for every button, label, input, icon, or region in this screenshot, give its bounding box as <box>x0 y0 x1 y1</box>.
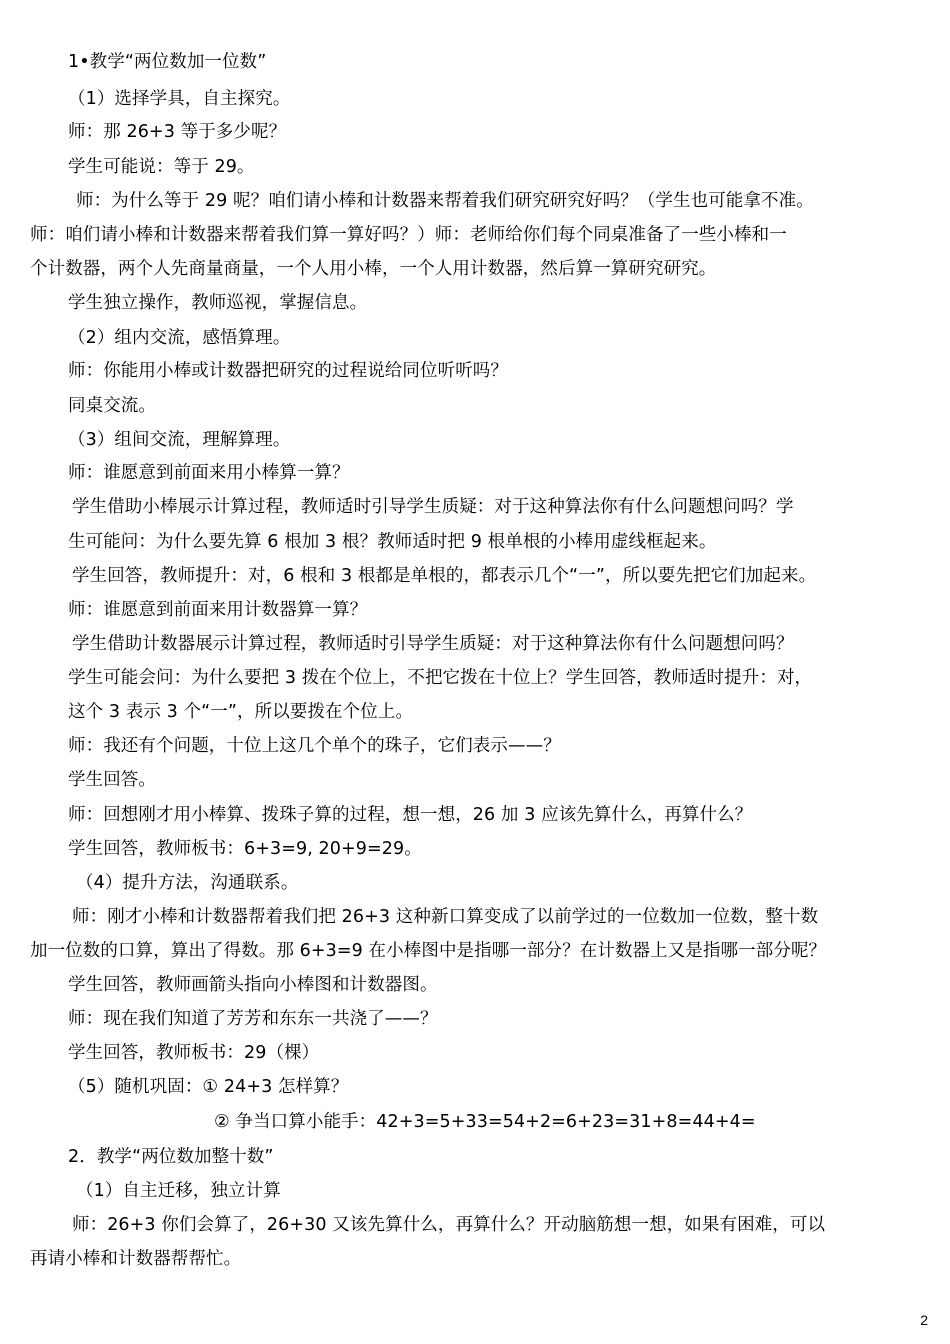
subheading-1-5: （5）随机巩固：① 24+3 怎样算？ <box>68 1077 349 1097</box>
paragraph-line: 学生回答，教师画箭头指向小棒图和计数器图。 <box>68 975 438 995</box>
subheading-1-4: （4）提升方法，沟通联系。 <box>76 873 299 893</box>
paragraph-line: 学生回答。 <box>68 770 156 790</box>
paragraph-line: 学生独立操作，教师巡视，掌握信息。 <box>68 293 368 313</box>
paragraph-line: 师：谁愿意到前面来用小棒算一算？ <box>68 463 350 483</box>
paragraph-line: 师：咱们请小棒和计数器来帮着我们算一算好吗？）师：老师给你们每个同桌准备了一些小棒和一 <box>30 225 787 245</box>
page-number: 2 <box>920 1312 928 1328</box>
subheading-2-1: （1）自主迁移，独立计算 <box>76 1181 281 1201</box>
paragraph-line: 师：你能用小棒或计数器把研究的过程说给同位听听吗？ <box>68 361 508 381</box>
paragraph-line: 师：回想刚才用小棒算、拨珠子算的过程，想一想，26 加 3 应该先算什么，再算什么？ <box>68 805 753 825</box>
paragraph-line: 师：那 26+3 等于多少呢？ <box>68 122 287 142</box>
paragraph-line: 加一位数的口算，算出了得数。那 6+3=9 在小棒图中是指哪一部分？在计数器上又是指哪一部分呢？ <box>30 941 827 961</box>
subheading-1-2: （2）组内交流，感悟算理。 <box>68 328 291 348</box>
heading-2: 2．教学“两位数加整十数” <box>68 1147 274 1167</box>
paragraph-line: 师：谁愿意到前面来用计数器算一算？ <box>68 600 368 620</box>
paragraph-line: 学生借助小棒展示计算过程，教师适时引导学生质疑：对于这种算法你有什么问题想问吗？学 <box>72 497 794 517</box>
paragraph-line: 学生回答，教师提升：对，6 根和 3 根都是单根的，都表示几个“一”，所以要先把它们加起来。 <box>72 566 817 586</box>
paragraph-line: ② 争当口算小能手：42+3=5+33=54+2=6+23=31+8=44+4= <box>214 1112 756 1132</box>
paragraph-line: 再请小棒和计数器帮帮忙。 <box>30 1249 242 1269</box>
subheading-1-3: （3）组间交流，理解算理。 <box>68 430 291 450</box>
paragraph-line: 师：26+3 你们会算了，26+30 又该先算什么，再算什么？开动脑筋想一想，如果有困难，可以 <box>72 1215 826 1235</box>
paragraph-line: 学生可能说：等于 29。 <box>68 157 255 177</box>
paragraph-line: 学生可能会问：为什么要把 3 拨在个位上，不把它拨在十位上？学生回答，教师适时提升：对， <box>68 668 813 688</box>
paragraph-line: 师：刚才小棒和计数器帮着我们把 26+3 这种新口算变成了以前学过的一位数加一位数，整十数 <box>72 907 819 927</box>
paragraph-line: 学生回答，教师板书：29（棵） <box>68 1043 320 1063</box>
paragraph-line: 生可能问：为什么要先算 6 根加 3 根？教师适时把 9 根单根的小棒用虚线框起来。 <box>68 532 717 552</box>
paragraph-line: 师：我还有个问题，十位上这几个单个的珠子，它们表示——？ <box>68 736 561 756</box>
subheading-1-1: （1）选择学具，自主探究。 <box>68 89 291 109</box>
paragraph-line: 师：现在我们知道了芳芳和东东一共浇了——？ <box>68 1009 438 1029</box>
paragraph-line: 师：为什么等于 29 呢？咱们请小棒和计数器来帮着我们研究研究好吗？（学生也可能拿不准。 <box>76 191 814 211</box>
paragraph-line: 同桌交流。 <box>68 396 156 416</box>
paragraph-line: 学生借助计数器展示计算过程，教师适时引导学生质疑：对于这种算法你有什么问题想问吗？ <box>72 634 794 654</box>
paragraph-line: 个计数器，两个人先商量商量，一个人用小棒，一个人用计数器，然后算一算研究研究。 <box>30 259 717 279</box>
paragraph-line: 学生回答，教师板书：6+3=9, 20+9=29。 <box>68 839 422 859</box>
heading-1: 1•教学“两位数加一位数” <box>68 52 267 72</box>
paragraph-line: 这个 3 表示 3 个“一”，所以要拨在个位上。 <box>68 702 414 722</box>
